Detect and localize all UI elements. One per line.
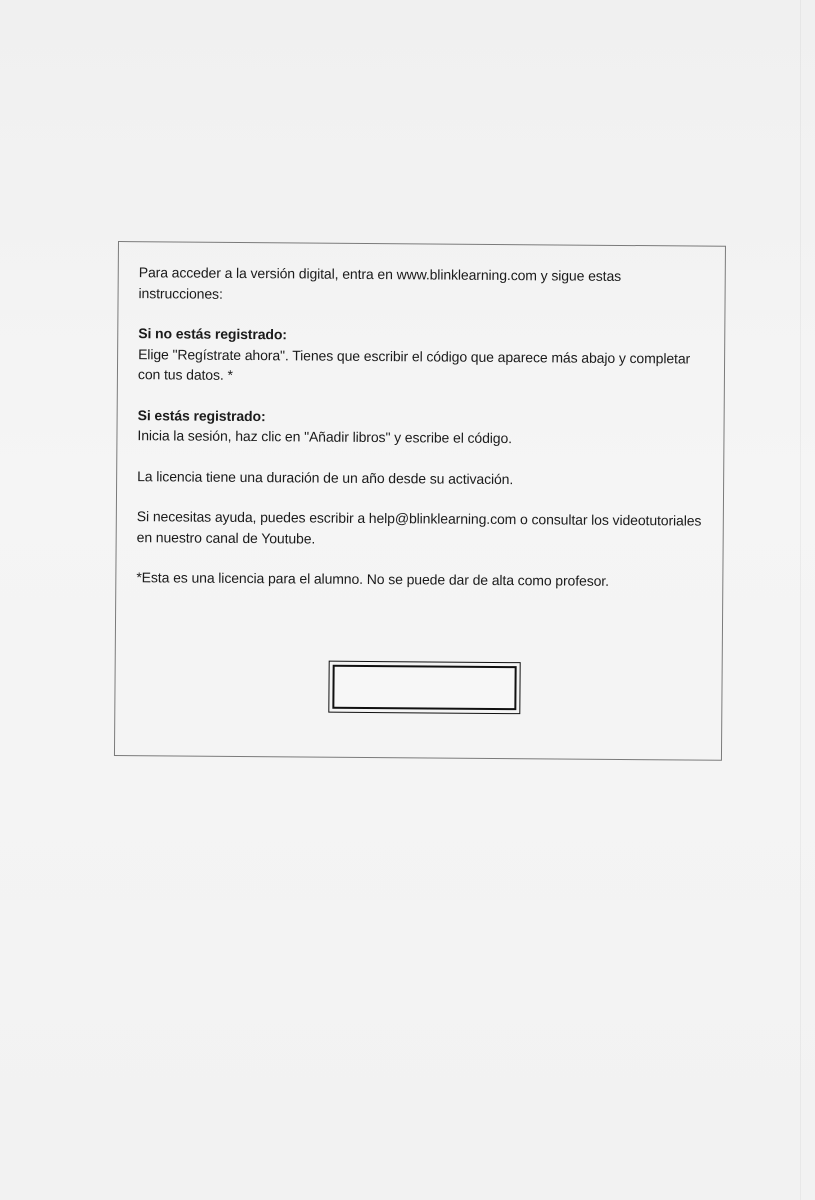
intro-text: Para acceder a la versión digital, entra en www.blinklearning.com y sigue estas instrucciones: bbox=[138, 264, 622, 302]
not-registered-heading: Si no estás registrado: bbox=[138, 325, 287, 343]
footnote-text: *Esta es una licencia para el alumno. No se puede dar de alta como profesor. bbox=[136, 569, 609, 589]
registered-heading: Si estás registrado: bbox=[137, 406, 266, 424]
notice-content bbox=[136, 262, 704, 612]
help-text: Si necesitas ayuda, puedes escribir a help@blinklearning.com o consultar los videotutoriales en nuestro canal de Youtube. bbox=[136, 508, 702, 547]
license-code-field bbox=[332, 665, 516, 710]
license-duration-text: La licencia tiene una duración de un año desde su activación. bbox=[137, 467, 514, 487]
registered-section bbox=[137, 405, 702, 450]
license-notice-box bbox=[114, 241, 726, 761]
license-code-box bbox=[328, 661, 520, 715]
registered-text: Inicia la sesión, haz clic en "Añadir libros" y escribe el código. bbox=[137, 427, 513, 447]
not-registered-text: Elige "Regístrate ahora". Tienes que escribir el código que aparece más abajo y completar con tus datos. * bbox=[137, 345, 691, 383]
not-registered-section bbox=[138, 323, 703, 389]
page-edge bbox=[800, 0, 801, 1200]
